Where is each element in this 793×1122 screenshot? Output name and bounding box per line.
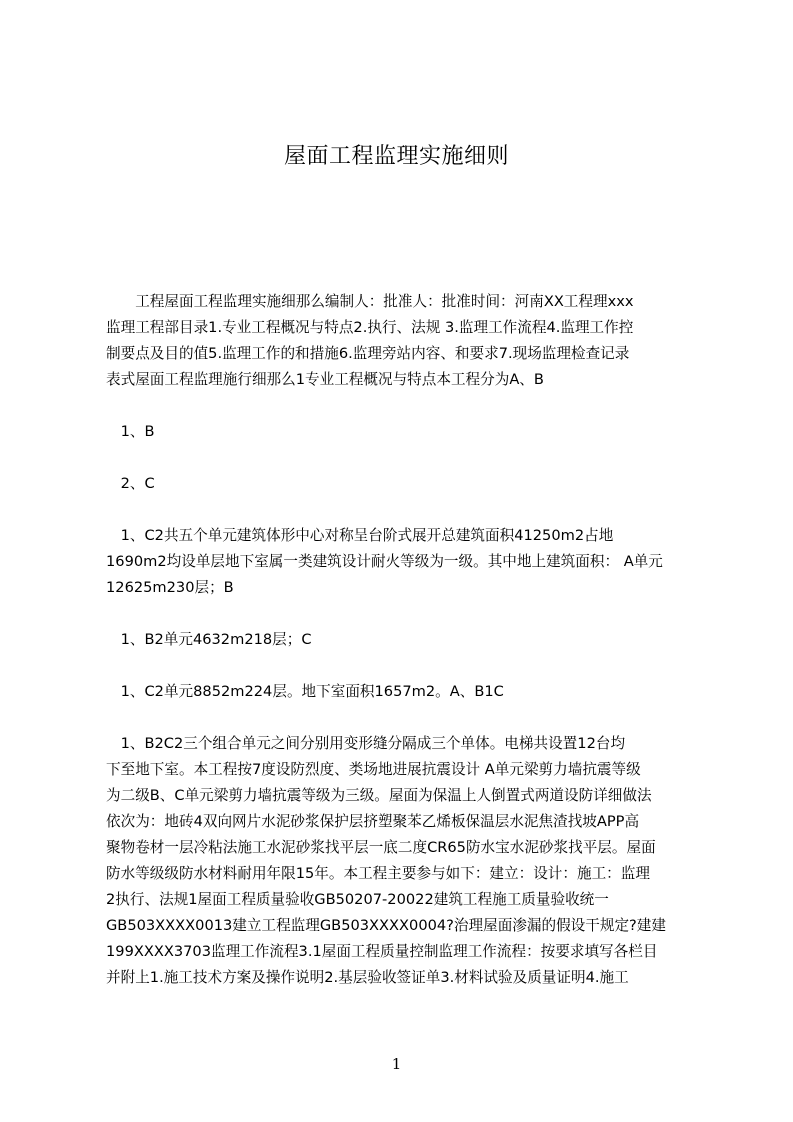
text-line: 12625m230层；B [106, 579, 234, 596]
text-line: 下至地下室。本工程按7度设防烈度、类场地进展抗震设计 A单元梁剪力墙抗震等级 [106, 761, 641, 778]
paragraph-building-area [106, 523, 698, 601]
paragraph-item [106, 471, 698, 497]
text-line: 工程屋面工程监理实施细那么编制人：批准人：批准时间：河南XX工程理xxx [106, 293, 634, 310]
text-line: 为二级B、C单元梁剪力墙抗震等级为三级。屋面为保温上人倒置式两道设防详细做法 [106, 787, 652, 804]
text-line: 并附上1.施工技术方案及操作说明2.基层验收签证单3.材料试验及质量证明4.施工 [106, 969, 629, 986]
paragraph-details [106, 731, 698, 991]
text-line: GB503XXXX0013建立工程监理GB503XXXX0004?治理屋面渗漏的假设干规定?建建 [106, 917, 666, 934]
text-line: 1、C2共五个单元建筑体形中心对称呈台阶式展开总建筑面积41250m2占地 [106, 527, 614, 544]
text-line: 1、B2C2三个组合单元之间分别用变形缝分隔成三个单体。电梯共设置12台均 [106, 735, 626, 752]
text-line: 2执行、法规1屋面工程质量验收GB50207-20022建筑工程施工质量验收统一 [106, 891, 609, 908]
text-line: 199XXXX3703监理工作流程3.1屋面工程质量控制监理工作流程：按要求填写各栏目 [106, 943, 658, 960]
paragraph-intro [106, 289, 698, 393]
document-body [106, 289, 698, 991]
text-line: 1、B [106, 423, 155, 440]
document-title: 屋面工程监理实施细则 [283, 144, 509, 169]
text-line: 制要点及目的值5.监理工作的和措施6.监理旁站内容、和要求7.现场监理检查记录 [106, 345, 630, 362]
paragraph-item [106, 419, 698, 445]
paragraph-item [106, 679, 698, 705]
text-line: 2、C [106, 475, 155, 492]
text-line: 1690m2均设单层地下室属一类建筑设计耐火等级为一级。其中地上建筑面积： A单元 [106, 553, 663, 570]
paragraph-item [106, 627, 698, 653]
text-line: 依次为：地砖4双向网片水泥砂浆保护层挤塑聚苯乙烯板保温层水泥焦渣找坡APP高 [106, 813, 640, 830]
text-line: 1、C2单元8852m224层。地下室面积1657m2。A、B1C [106, 683, 504, 700]
page-number: 1 [391, 1055, 402, 1073]
text-line: 防水等级级防水材料耐用年限15年。本工程主要参与如下：建立：设计：施工：监理 [106, 865, 650, 882]
text-line: 聚物卷材一层冷粘法施工水泥砂浆找平层一底二度CR65防水宝水泥砂浆找平层。屋面 [106, 839, 656, 856]
text-line: 表式屋面工程监理施行细那么1专业工程概况与特点本工程分为A、B [106, 371, 544, 388]
text-line: 1、B2单元4632m218层；C [106, 631, 312, 648]
text-line: 监理工程部目录1.专业工程概况与特点2.执行、法规 3.监理工作流程4.监理工作控 [106, 319, 634, 336]
